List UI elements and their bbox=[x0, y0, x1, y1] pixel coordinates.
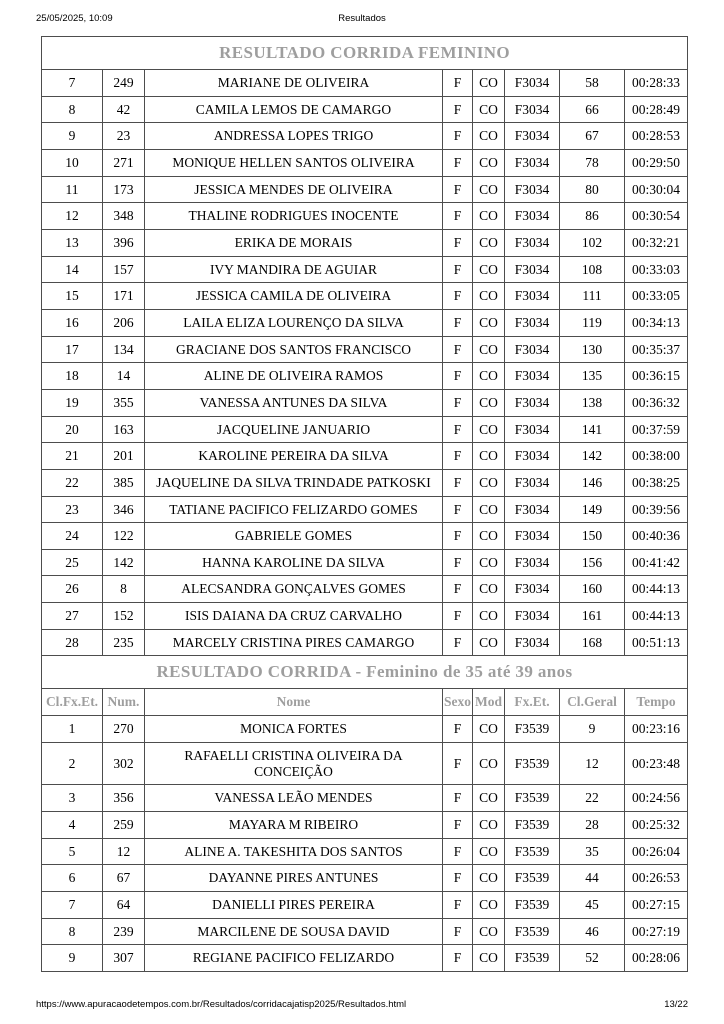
cell-nome: ALINE A. TAKESHITA DOS SANTOS bbox=[145, 838, 443, 865]
cell-mod: CO bbox=[473, 443, 505, 470]
cell-sexo: F bbox=[443, 838, 473, 865]
cell-num: 152 bbox=[103, 603, 145, 630]
cell-mod: CO bbox=[473, 945, 505, 972]
cell-num: 302 bbox=[103, 743, 145, 785]
cell-fxet: F3539 bbox=[505, 838, 560, 865]
result-row bbox=[42, 149, 688, 176]
cell-sexo: F bbox=[443, 203, 473, 230]
cell-num: 235 bbox=[103, 629, 145, 656]
section-title: RESULTADO CORRIDA FEMININO bbox=[42, 37, 688, 70]
result-row bbox=[42, 918, 688, 945]
result-row bbox=[42, 336, 688, 363]
cell-sexo: F bbox=[443, 363, 473, 390]
cell-clgeral: 108 bbox=[560, 256, 625, 283]
cell-tempo: 00:26:53 bbox=[625, 865, 688, 892]
result-row bbox=[42, 96, 688, 123]
cell-clgeral: 111 bbox=[560, 283, 625, 310]
cell-clfxet: 28 bbox=[42, 629, 103, 656]
cell-clfxet: 21 bbox=[42, 443, 103, 470]
cell-tempo: 00:28:49 bbox=[625, 96, 688, 123]
cell-fxet: F3034 bbox=[505, 549, 560, 576]
column-header-mod: Mod bbox=[473, 689, 505, 716]
cell-nome: VANESSA LEÃO MENDES bbox=[145, 785, 443, 812]
cell-clfxet: 11 bbox=[42, 176, 103, 203]
cell-mod: CO bbox=[473, 336, 505, 363]
cell-sexo: F bbox=[443, 716, 473, 743]
cell-sexo: F bbox=[443, 336, 473, 363]
cell-sexo: F bbox=[443, 469, 473, 496]
cell-nome: JESSICA CAMILA DE OLIVEIRA bbox=[145, 283, 443, 310]
cell-clgeral: 46 bbox=[560, 918, 625, 945]
cell-sexo: F bbox=[443, 70, 473, 97]
cell-fxet: F3034 bbox=[505, 229, 560, 256]
cell-sexo: F bbox=[443, 283, 473, 310]
cell-nome: THALINE RODRIGUES INOCENTE bbox=[145, 203, 443, 230]
cell-mod: CO bbox=[473, 812, 505, 839]
cell-fxet: F3034 bbox=[505, 363, 560, 390]
cell-num: 249 bbox=[103, 70, 145, 97]
cell-nome: MARIANE DE OLIVEIRA bbox=[145, 70, 443, 97]
cell-tempo: 00:30:04 bbox=[625, 176, 688, 203]
cell-num: 163 bbox=[103, 416, 145, 443]
cell-tempo: 00:28:06 bbox=[625, 945, 688, 972]
cell-clfxet: 5 bbox=[42, 838, 103, 865]
cell-clgeral: 102 bbox=[560, 229, 625, 256]
cell-clgeral: 161 bbox=[560, 603, 625, 630]
result-row bbox=[42, 256, 688, 283]
cell-num: 171 bbox=[103, 283, 145, 310]
cell-clgeral: 160 bbox=[560, 576, 625, 603]
cell-fxet: F3034 bbox=[505, 149, 560, 176]
cell-sexo: F bbox=[443, 309, 473, 336]
cell-num: 346 bbox=[103, 496, 145, 523]
cell-clfxet: 12 bbox=[42, 203, 103, 230]
result-row bbox=[42, 838, 688, 865]
cell-mod: CO bbox=[473, 496, 505, 523]
result-row bbox=[42, 945, 688, 972]
cell-nome: MONICA FORTES bbox=[145, 716, 443, 743]
results-table bbox=[41, 36, 688, 656]
result-row bbox=[42, 363, 688, 390]
cell-fxet: F3034 bbox=[505, 123, 560, 150]
print-datetime: 25/05/2025, 10:09 bbox=[36, 13, 113, 24]
cell-mod: CO bbox=[473, 363, 505, 390]
cell-tempo: 00:35:37 bbox=[625, 336, 688, 363]
cell-clgeral: 78 bbox=[560, 149, 625, 176]
cell-num: 14 bbox=[103, 363, 145, 390]
column-header-clfxet: Cl.Fx.Et. bbox=[42, 689, 103, 716]
cell-sexo: F bbox=[443, 743, 473, 785]
cell-nome: GABRIELE GOMES bbox=[145, 523, 443, 550]
cell-sexo: F bbox=[443, 149, 473, 176]
cell-fxet: F3034 bbox=[505, 603, 560, 630]
cell-sexo: F bbox=[443, 603, 473, 630]
cell-tempo: 00:36:15 bbox=[625, 363, 688, 390]
cell-clfxet: 17 bbox=[42, 336, 103, 363]
cell-clgeral: 35 bbox=[560, 838, 625, 865]
results-tables bbox=[41, 36, 689, 972]
cell-fxet: F3034 bbox=[505, 443, 560, 470]
cell-clfxet: 8 bbox=[42, 96, 103, 123]
cell-tempo: 00:34:13 bbox=[625, 309, 688, 336]
cell-clfxet: 22 bbox=[42, 469, 103, 496]
cell-clfxet: 6 bbox=[42, 865, 103, 892]
cell-clfxet: 24 bbox=[42, 523, 103, 550]
column-header-clgeral: Cl.Geral bbox=[560, 689, 625, 716]
cell-sexo: F bbox=[443, 443, 473, 470]
cell-clfxet: 18 bbox=[42, 363, 103, 390]
cell-nome: DAYANNE PIRES ANTUNES bbox=[145, 865, 443, 892]
cell-tempo: 00:23:48 bbox=[625, 743, 688, 785]
cell-sexo: F bbox=[443, 176, 473, 203]
cell-nome: MARCILENE DE SOUSA DAVID bbox=[145, 918, 443, 945]
cell-tempo: 00:41:42 bbox=[625, 549, 688, 576]
cell-num: 23 bbox=[103, 123, 145, 150]
cell-tempo: 00:28:53 bbox=[625, 123, 688, 150]
cell-clfxet: 10 bbox=[42, 149, 103, 176]
cell-clgeral: 141 bbox=[560, 416, 625, 443]
cell-mod: CO bbox=[473, 629, 505, 656]
cell-clgeral: 22 bbox=[560, 785, 625, 812]
cell-clgeral: 12 bbox=[560, 743, 625, 785]
result-row bbox=[42, 469, 688, 496]
cell-clfxet: 9 bbox=[42, 123, 103, 150]
result-row bbox=[42, 743, 688, 785]
cell-nome: TATIANE PACIFICO FELIZARDO GOMES bbox=[145, 496, 443, 523]
cell-nome: VANESSA ANTUNES DA SILVA bbox=[145, 389, 443, 416]
cell-fxet: F3034 bbox=[505, 416, 560, 443]
result-row bbox=[42, 785, 688, 812]
cell-tempo: 00:33:03 bbox=[625, 256, 688, 283]
cell-nome: LAILA ELIZA LOURENÇO DA SILVA bbox=[145, 309, 443, 336]
cell-nome: KAROLINE PEREIRA DA SILVA bbox=[145, 443, 443, 470]
result-row bbox=[42, 203, 688, 230]
cell-fxet: F3539 bbox=[505, 945, 560, 972]
cell-nome: JESSICA MENDES DE OLIVEIRA bbox=[145, 176, 443, 203]
cell-clgeral: 52 bbox=[560, 945, 625, 972]
cell-num: 157 bbox=[103, 256, 145, 283]
cell-sexo: F bbox=[443, 549, 473, 576]
cell-tempo: 00:38:00 bbox=[625, 443, 688, 470]
cell-fxet: F3539 bbox=[505, 918, 560, 945]
cell-num: 8 bbox=[103, 576, 145, 603]
result-row bbox=[42, 523, 688, 550]
cell-fxet: F3034 bbox=[505, 389, 560, 416]
result-row bbox=[42, 443, 688, 470]
cell-mod: CO bbox=[473, 865, 505, 892]
cell-mod: CO bbox=[473, 918, 505, 945]
cell-tempo: 00:44:13 bbox=[625, 576, 688, 603]
cell-nome: MONIQUE HELLEN SANTOS OLIVEIRA bbox=[145, 149, 443, 176]
cell-clfxet: 26 bbox=[42, 576, 103, 603]
cell-nome: ISIS DAIANA DA CRUZ CARVALHO bbox=[145, 603, 443, 630]
result-row bbox=[42, 283, 688, 310]
cell-num: 239 bbox=[103, 918, 145, 945]
cell-sexo: F bbox=[443, 416, 473, 443]
cell-num: 122 bbox=[103, 523, 145, 550]
result-row bbox=[42, 629, 688, 656]
cell-num: 356 bbox=[103, 785, 145, 812]
cell-num: 307 bbox=[103, 945, 145, 972]
cell-mod: CO bbox=[473, 603, 505, 630]
column-header-num: Num. bbox=[103, 689, 145, 716]
cell-mod: CO bbox=[473, 309, 505, 336]
cell-num: 67 bbox=[103, 865, 145, 892]
cell-fxet: F3539 bbox=[505, 892, 560, 919]
cell-tempo: 00:40:36 bbox=[625, 523, 688, 550]
cell-clgeral: 86 bbox=[560, 203, 625, 230]
cell-mod: CO bbox=[473, 576, 505, 603]
section-title: RESULTADO CORRIDA - Feminino de 35 até 39 anos bbox=[42, 656, 688, 689]
cell-clfxet: 15 bbox=[42, 283, 103, 310]
cell-nome: REGIANE PACIFICO FELIZARDO bbox=[145, 945, 443, 972]
cell-clgeral: 168 bbox=[560, 629, 625, 656]
cell-clgeral: 28 bbox=[560, 812, 625, 839]
cell-sexo: F bbox=[443, 389, 473, 416]
cell-clgeral: 119 bbox=[560, 309, 625, 336]
cell-num: 348 bbox=[103, 203, 145, 230]
cell-nome: JAQUELINE DA SILVA TRINDADE PATKOSKI bbox=[145, 469, 443, 496]
cell-fxet: F3034 bbox=[505, 629, 560, 656]
cell-fxet: F3034 bbox=[505, 70, 560, 97]
cell-sexo: F bbox=[443, 629, 473, 656]
cell-nome: MAYARA M RIBEIRO bbox=[145, 812, 443, 839]
cell-clfxet: 13 bbox=[42, 229, 103, 256]
cell-sexo: F bbox=[443, 123, 473, 150]
cell-clgeral: 9 bbox=[560, 716, 625, 743]
cell-sexo: F bbox=[443, 892, 473, 919]
result-row bbox=[42, 176, 688, 203]
cell-fxet: F3539 bbox=[505, 865, 560, 892]
cell-tempo: 00:38:25 bbox=[625, 469, 688, 496]
cell-fxet: F3034 bbox=[505, 496, 560, 523]
print-footer bbox=[36, 999, 688, 1010]
cell-sexo: F bbox=[443, 229, 473, 256]
cell-mod: CO bbox=[473, 469, 505, 496]
result-row bbox=[42, 416, 688, 443]
cell-clgeral: 66 bbox=[560, 96, 625, 123]
results-table bbox=[41, 655, 688, 972]
print-page-number: 13/22 bbox=[664, 999, 688, 1010]
cell-tempo: 00:33:05 bbox=[625, 283, 688, 310]
column-header-nome: Nome bbox=[145, 689, 443, 716]
cell-sexo: F bbox=[443, 865, 473, 892]
cell-nome: ANDRESSA LOPES TRIGO bbox=[145, 123, 443, 150]
cell-sexo: F bbox=[443, 812, 473, 839]
cell-sexo: F bbox=[443, 576, 473, 603]
cell-nome: IVY MANDIRA DE AGUIAR bbox=[145, 256, 443, 283]
cell-mod: CO bbox=[473, 389, 505, 416]
cell-mod: CO bbox=[473, 229, 505, 256]
cell-tempo: 00:29:50 bbox=[625, 149, 688, 176]
cell-num: 385 bbox=[103, 469, 145, 496]
cell-clgeral: 138 bbox=[560, 389, 625, 416]
cell-clgeral: 150 bbox=[560, 523, 625, 550]
cell-mod: CO bbox=[473, 283, 505, 310]
cell-clfxet: 25 bbox=[42, 549, 103, 576]
cell-clgeral: 80 bbox=[560, 176, 625, 203]
cell-nome: RAFAELLI CRISTINA OLIVEIRA DA CONCEIÇÃO bbox=[145, 743, 443, 785]
cell-mod: CO bbox=[473, 838, 505, 865]
cell-num: 270 bbox=[103, 716, 145, 743]
cell-clgeral: 142 bbox=[560, 443, 625, 470]
cell-fxet: F3034 bbox=[505, 336, 560, 363]
cell-mod: CO bbox=[473, 176, 505, 203]
column-header-tempo: Tempo bbox=[625, 689, 688, 716]
cell-mod: CO bbox=[473, 892, 505, 919]
cell-sexo: F bbox=[443, 256, 473, 283]
cell-num: 42 bbox=[103, 96, 145, 123]
cell-mod: CO bbox=[473, 523, 505, 550]
cell-tempo: 00:27:19 bbox=[625, 918, 688, 945]
cell-mod: CO bbox=[473, 416, 505, 443]
result-row bbox=[42, 549, 688, 576]
cell-clfxet: 19 bbox=[42, 389, 103, 416]
result-row bbox=[42, 389, 688, 416]
cell-num: 64 bbox=[103, 892, 145, 919]
cell-nome: MARCELY CRISTINA PIRES CAMARGO bbox=[145, 629, 443, 656]
cell-mod: CO bbox=[473, 70, 505, 97]
cell-nome: HANNA KAROLINE DA SILVA bbox=[145, 549, 443, 576]
result-row bbox=[42, 123, 688, 150]
result-row bbox=[42, 716, 688, 743]
cell-tempo: 00:44:13 bbox=[625, 603, 688, 630]
cell-clfxet: 2 bbox=[42, 743, 103, 785]
cell-fxet: F3539 bbox=[505, 812, 560, 839]
cell-clgeral: 130 bbox=[560, 336, 625, 363]
cell-mod: CO bbox=[473, 716, 505, 743]
cell-nome: ERIKA DE MORAIS bbox=[145, 229, 443, 256]
cell-tempo: 00:23:16 bbox=[625, 716, 688, 743]
cell-fxet: F3034 bbox=[505, 523, 560, 550]
cell-clfxet: 7 bbox=[42, 70, 103, 97]
cell-sexo: F bbox=[443, 96, 473, 123]
cell-mod: CO bbox=[473, 96, 505, 123]
cell-nome: CAMILA LEMOS DE CAMARGO bbox=[145, 96, 443, 123]
cell-mod: CO bbox=[473, 203, 505, 230]
cell-clfxet: 8 bbox=[42, 918, 103, 945]
cell-mod: CO bbox=[473, 549, 505, 576]
cell-mod: CO bbox=[473, 123, 505, 150]
print-source-url: https://www.apuracaodetempos.com.br/Resultados/corridacajatisp2025/Resultados.html bbox=[36, 999, 407, 1010]
cell-clfxet: 14 bbox=[42, 256, 103, 283]
cell-fxet: F3034 bbox=[505, 469, 560, 496]
result-row bbox=[42, 309, 688, 336]
cell-num: 12 bbox=[103, 838, 145, 865]
cell-num: 173 bbox=[103, 176, 145, 203]
cell-clfxet: 7 bbox=[42, 892, 103, 919]
cell-clfxet: 27 bbox=[42, 603, 103, 630]
cell-sexo: F bbox=[443, 496, 473, 523]
column-header-row bbox=[42, 689, 688, 716]
cell-clgeral: 67 bbox=[560, 123, 625, 150]
cell-clfxet: 4 bbox=[42, 812, 103, 839]
cell-fxet: F3539 bbox=[505, 785, 560, 812]
result-row bbox=[42, 70, 688, 97]
cell-num: 134 bbox=[103, 336, 145, 363]
cell-fxet: F3539 bbox=[505, 716, 560, 743]
cell-fxet: F3034 bbox=[505, 309, 560, 336]
cell-sexo: F bbox=[443, 523, 473, 550]
cell-tempo: 00:28:33 bbox=[625, 70, 688, 97]
cell-mod: CO bbox=[473, 743, 505, 785]
cell-nome: DANIELLI PIRES PEREIRA bbox=[145, 892, 443, 919]
cell-tempo: 00:36:32 bbox=[625, 389, 688, 416]
cell-tempo: 00:24:56 bbox=[625, 785, 688, 812]
cell-clfxet: 23 bbox=[42, 496, 103, 523]
cell-nome: GRACIANE DOS SANTOS FRANCISCO bbox=[145, 336, 443, 363]
cell-clfxet: 3 bbox=[42, 785, 103, 812]
cell-num: 355 bbox=[103, 389, 145, 416]
result-row bbox=[42, 603, 688, 630]
cell-clfxet: 9 bbox=[42, 945, 103, 972]
column-header-fxet: Fx.Et. bbox=[505, 689, 560, 716]
cell-fxet: F3034 bbox=[505, 576, 560, 603]
cell-fxet: F3034 bbox=[505, 283, 560, 310]
cell-num: 396 bbox=[103, 229, 145, 256]
cell-tempo: 00:37:59 bbox=[625, 416, 688, 443]
cell-fxet: F3034 bbox=[505, 203, 560, 230]
cell-sexo: F bbox=[443, 785, 473, 812]
cell-clgeral: 44 bbox=[560, 865, 625, 892]
cell-fxet: F3034 bbox=[505, 176, 560, 203]
cell-num: 142 bbox=[103, 549, 145, 576]
cell-sexo: F bbox=[443, 945, 473, 972]
cell-sexo: F bbox=[443, 918, 473, 945]
cell-nome: ALINE DE OLIVEIRA RAMOS bbox=[145, 363, 443, 390]
cell-clgeral: 45 bbox=[560, 892, 625, 919]
cell-tempo: 00:39:56 bbox=[625, 496, 688, 523]
cell-num: 206 bbox=[103, 309, 145, 336]
cell-mod: CO bbox=[473, 256, 505, 283]
cell-clgeral: 135 bbox=[560, 363, 625, 390]
cell-fxet: F3034 bbox=[505, 256, 560, 283]
cell-clgeral: 146 bbox=[560, 469, 625, 496]
cell-clfxet: 1 bbox=[42, 716, 103, 743]
cell-tempo: 00:51:13 bbox=[625, 629, 688, 656]
print-page-title: Resultados bbox=[338, 13, 386, 24]
cell-fxet: F3034 bbox=[505, 96, 560, 123]
cell-clfxet: 16 bbox=[42, 309, 103, 336]
cell-mod: CO bbox=[473, 149, 505, 176]
result-row bbox=[42, 812, 688, 839]
result-row bbox=[42, 865, 688, 892]
cell-tempo: 00:32:21 bbox=[625, 229, 688, 256]
cell-num: 271 bbox=[103, 149, 145, 176]
result-row bbox=[42, 229, 688, 256]
result-row bbox=[42, 892, 688, 919]
cell-num: 259 bbox=[103, 812, 145, 839]
cell-num: 201 bbox=[103, 443, 145, 470]
cell-tempo: 00:26:04 bbox=[625, 838, 688, 865]
cell-tempo: 00:27:15 bbox=[625, 892, 688, 919]
cell-clgeral: 149 bbox=[560, 496, 625, 523]
result-row bbox=[42, 496, 688, 523]
cell-fxet: F3539 bbox=[505, 743, 560, 785]
cell-mod: CO bbox=[473, 785, 505, 812]
cell-nome: ALECSANDRA GONÇALVES GOMES bbox=[145, 576, 443, 603]
column-header-sexo: Sexo bbox=[443, 689, 473, 716]
cell-tempo: 00:30:54 bbox=[625, 203, 688, 230]
cell-clgeral: 156 bbox=[560, 549, 625, 576]
cell-clgeral: 58 bbox=[560, 70, 625, 97]
cell-nome: JACQUELINE JANUARIO bbox=[145, 416, 443, 443]
cell-tempo: 00:25:32 bbox=[625, 812, 688, 839]
print-header bbox=[0, 13, 724, 27]
result-row bbox=[42, 576, 688, 603]
cell-clfxet: 20 bbox=[42, 416, 103, 443]
